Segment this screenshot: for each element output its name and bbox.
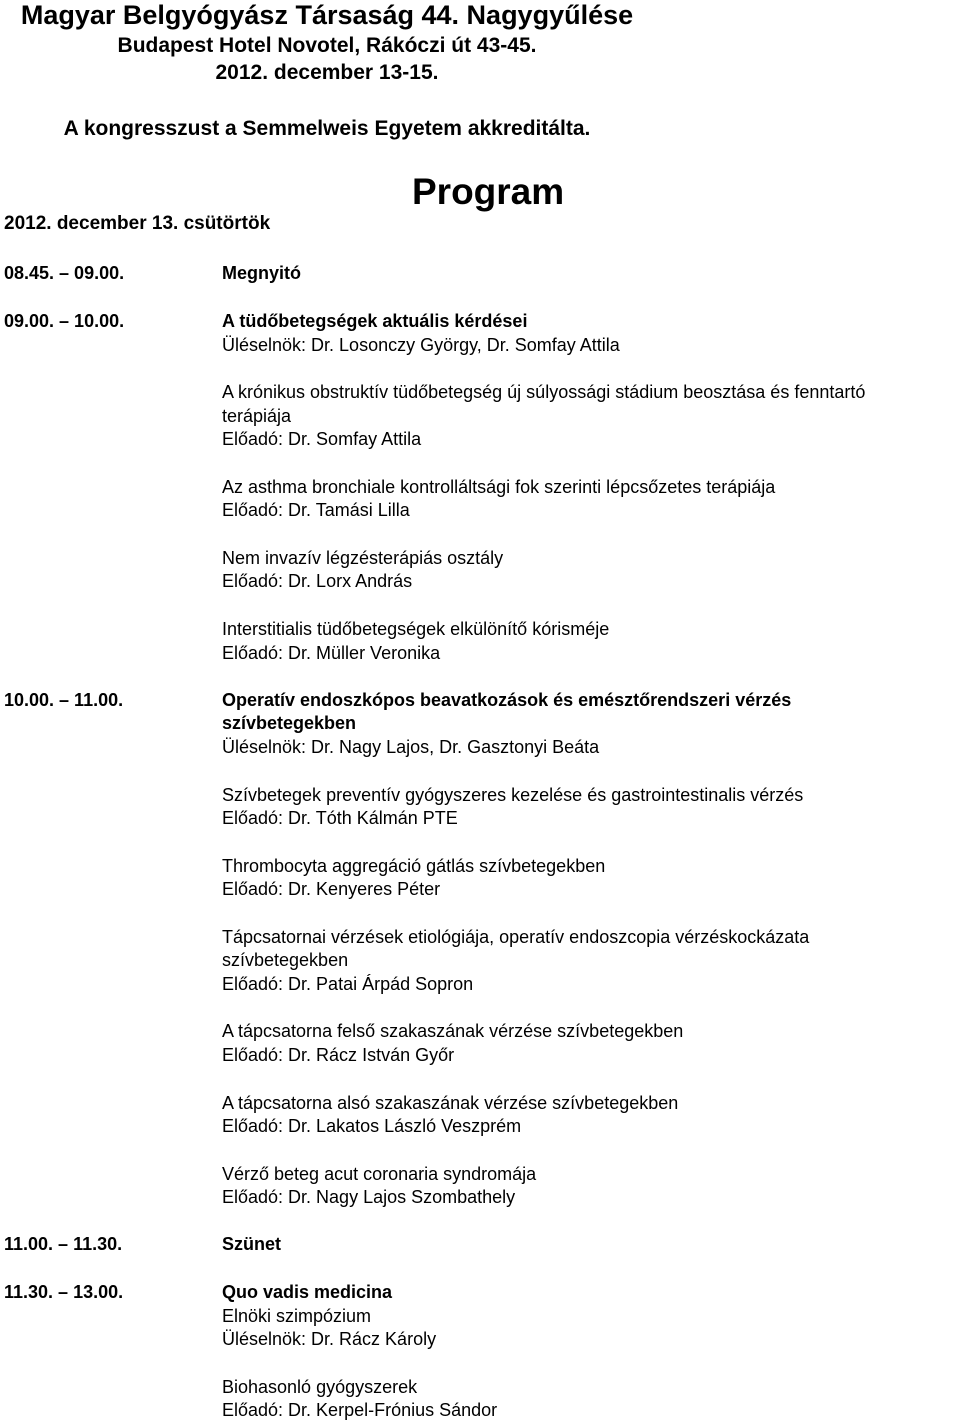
congress-title: Magyar Belgyógyász Társaság 44. Nagygyűlése [20,0,634,30]
talk-title: A krónikus obstruktív tüdőbetegség új súlyossági stádium beosztása és fenntartó [222,382,866,402]
talk-title: Szívbetegek preventív gyógyszeres kezelése és gastrointestinalis vérzés [222,785,804,805]
talk-title: Tápcsatornai vérzések etiológiája, operatív endoszcopia vérzéskockázata [222,927,810,947]
venue: Budapest Hotel Novotel, Rákóczi út 43-45. [117,34,537,57]
talk-title-continued: terápiája [222,406,292,426]
congress-dates: 2012. december 13-15. [215,61,439,84]
talk-title: Vérző beteg acut coronaria syndromája [222,1164,537,1184]
session-chairs: Üléselnök: Dr. Nagy Lajos, Dr. Gasztonyi Beáta [222,737,600,757]
talk-title: A tápcsatorna alsó szakaszának vérzése szívbetegekben [222,1093,679,1113]
talk-title: A tápcsatorna felső szakaszának vérzése szívbetegekben [222,1021,684,1041]
session-subtitle: Elnöki szimpózium [222,1306,372,1326]
session-title: Megnyitó [222,263,301,283]
talk-speaker: Előadó: Dr. Nagy Lajos Szombathely [222,1187,516,1207]
session-time: 08.45. – 09.00. [4,263,125,283]
talk-speaker: Előadó: Dr. Patai Árpád Sopron [222,974,474,994]
session-title: Quo vadis medicina [222,1282,393,1302]
talk-speaker: Előadó: Dr. Kenyeres Péter [222,879,441,899]
talk-speaker: Előadó: Dr. Rácz István Győr [222,1045,455,1065]
talk-title: Thrombocyta aggregáció gátlás szívbetegekben [222,856,606,876]
session-title-continued: szívbetegekben [222,713,357,733]
talk-speaker: Előadó: Dr. Lakatos László Veszprém [222,1116,522,1136]
talk-title: Interstitialis tüdőbetegségek elkülönítő kórisméje [222,619,610,639]
accreditation-note: A kongresszust a Semmelweis Egyetem akkreditálta. [63,117,591,140]
program-heading: Program [412,171,565,212]
session-title: Operatív endoszkópos beavatkozások és emésztőrendszeri vérzés [222,690,792,710]
talk-speaker: Előadó: Dr. Somfay Attila [222,429,422,449]
talk-title-continued: szívbetegekben [222,950,349,970]
talk-speaker: Előadó: Dr. Tóth Kálmán PTE [222,808,458,828]
session-chairs: Üléselnök: Dr. Rácz Károly [222,1329,437,1349]
session-time: 10.00. – 11.00. [4,690,124,710]
talk-title: Nem invazív légzésterápiás osztály [222,548,504,568]
session-time: 09.00. – 10.00. [4,311,125,331]
session-title: A tüdőbetegségek aktuális kérdései [222,311,528,331]
talk-speaker: Előadó: Dr. Müller Veronika [222,643,441,663]
talk-speaker: Előadó: Dr. Tamási Lilla [222,500,410,520]
talk-title: Az asthma bronchiale kontrolláltsági fok szerinti lépcsőzetes terápiája [222,477,776,497]
day-heading: 2012. december 13. csütörtök [4,213,271,234]
talk-speaker: Előadó: Dr. Kerpel-Frónius Sándor [222,1400,498,1420]
talk-title: Biohasonló gyógyszerek [222,1377,418,1397]
session-title: Szünet [222,1234,282,1254]
session-chairs: Üléselnök: Dr. Losonczy György, Dr. Somfay Attila [222,335,620,355]
session-time: 11.30. – 13.00. [4,1282,124,1302]
talk-speaker: Előadó: Dr. Lorx András [222,571,413,591]
session-time: 11.00. – 11.30. [4,1234,123,1254]
